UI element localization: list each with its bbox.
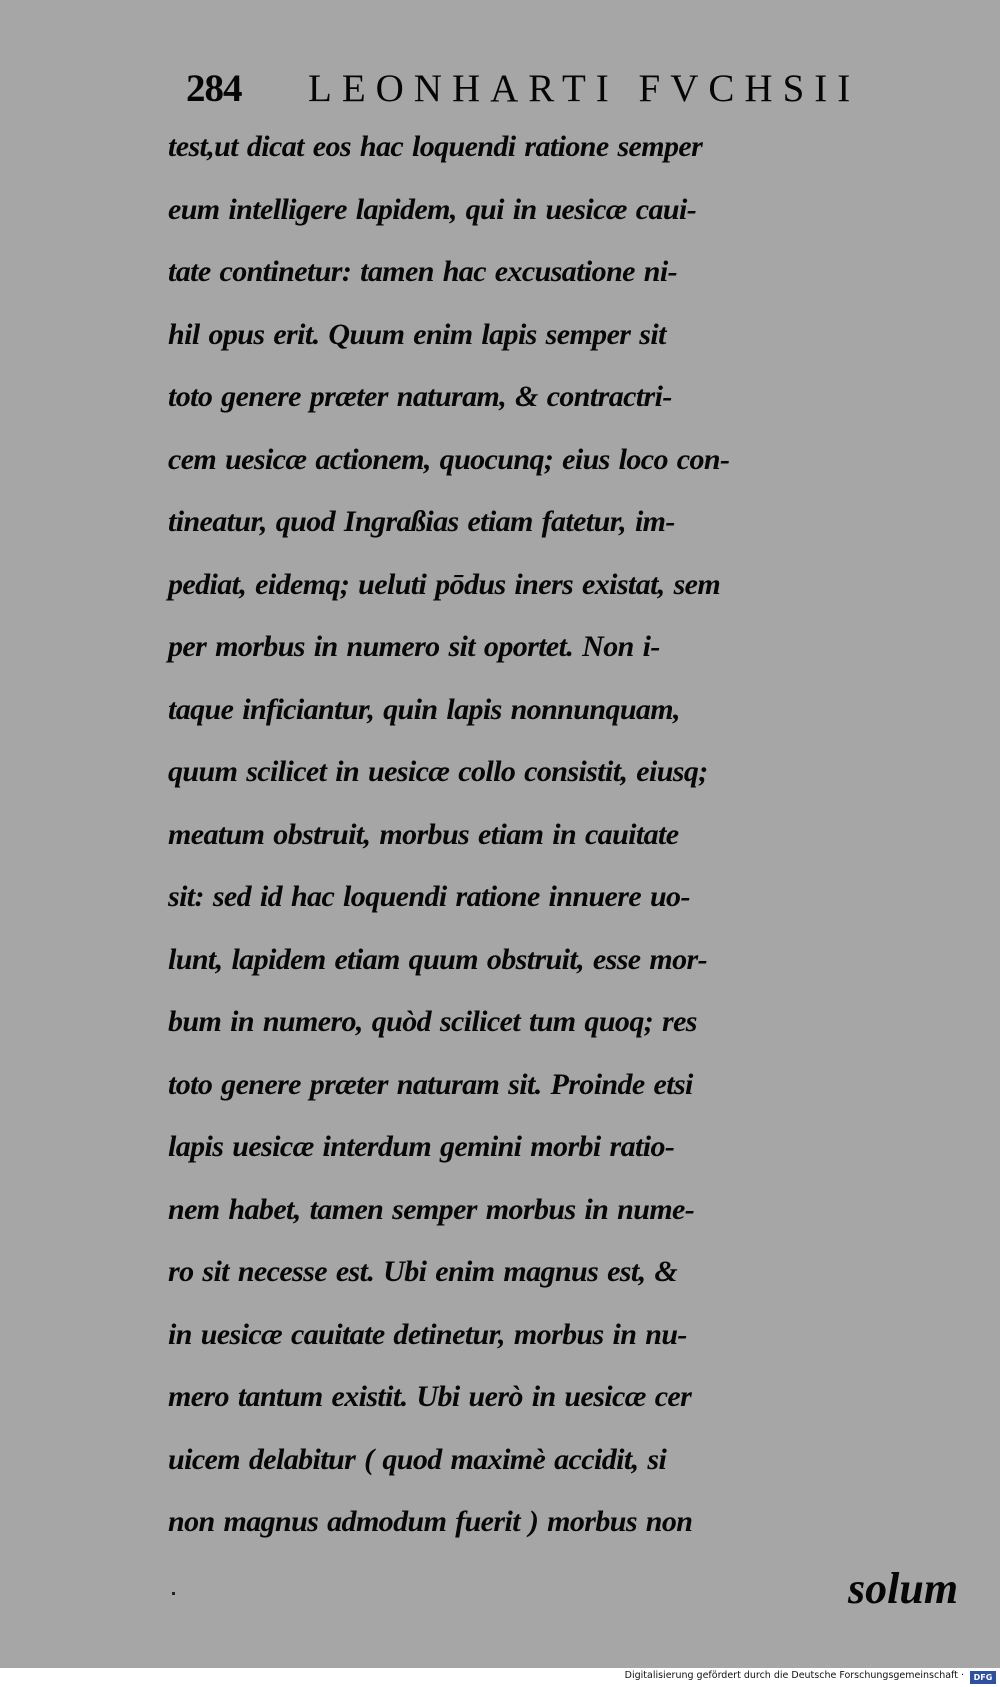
dfg-logo-icon: DFG	[970, 1671, 996, 1684]
text-line: sit: sed id hac loquendi ratione innuere uo-	[168, 880, 690, 913]
text-line: cem uesicæ actionem, quocunq; eius loco con-	[168, 442, 730, 476]
ink-speck	[172, 1592, 175, 1595]
text-line: per morbus in numero sit oportet. Non i-	[168, 630, 660, 663]
text-line: tate continetur: tamen hac excusatione ni-	[168, 255, 677, 288]
digitization-footer	[0, 1668, 1000, 1687]
text-line: toto genere præter naturam sit. Proinde etsi	[168, 1067, 693, 1101]
text-line: lapis uesicæ interdum gemini morbi ratio-	[168, 1130, 675, 1163]
text-line: nem habet, tamen semper morbus in nume-	[168, 1192, 695, 1226]
text-line: uicem delabitur ( quod maximè accidit, si	[168, 1442, 667, 1476]
text-line: hil opus erit. Quum enim lapis semper sit	[168, 317, 666, 351]
text-line: bum in numero, quòd scilicet tum quoq; res	[168, 1005, 697, 1038]
footer-credit-text: Digitalisierung gefördert durch die Deutsche Forschungsgemeinschaft ·	[624, 1670, 964, 1681]
text-line: taque inficiantur, quin lapis nonnunquam,	[168, 692, 680, 726]
text-line: lunt, lapidem etiam quum obstruit, esse mor-	[168, 942, 708, 976]
text-line: toto genere præter naturam, & contractri-	[168, 380, 672, 413]
text-line: in uesicæ cauitate detinetur, morbus in nu-	[168, 1317, 687, 1351]
text-line: mero tantum existit. Ubi uerò in uesicæ cer	[168, 1380, 692, 1413]
page-header	[186, 66, 916, 118]
text-line: quum scilicet in uesicæ collo consistit, eiusq;	[168, 755, 708, 788]
page-number: 284	[186, 67, 242, 110]
text-line: test,ut dicat eos hac loquendi ratione semper	[168, 130, 703, 163]
text-line: pediat, eidemq; ueluti pōdus iners existat, sem	[168, 567, 721, 601]
text-line: eum intelligere lapidem, qui in uesicæ caui-	[168, 192, 697, 226]
text-line: tineatur, quod Ingraßias etiam fatetur, im-	[168, 505, 675, 538]
body-text	[168, 116, 928, 1554]
running-head: LEONHARTI FVCHSII	[308, 67, 861, 110]
catchword: solum	[848, 1564, 959, 1613]
text-line: non magnus admodum fuerit ) morbus non	[168, 1505, 693, 1538]
text-line: meatum obstruit, morbus etiam in cauitate	[168, 817, 679, 851]
text-line: ro sit necesse est. Ubi enim magnus est, &	[168, 1255, 678, 1288]
